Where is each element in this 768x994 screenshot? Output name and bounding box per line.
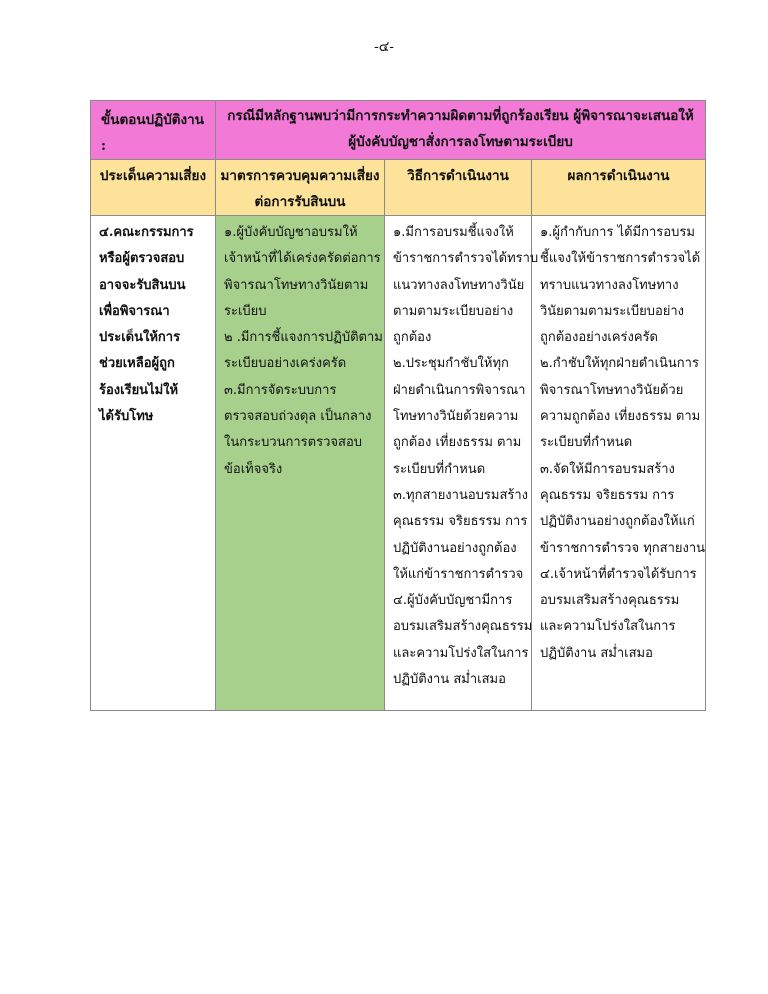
header-procedure: วิธีการดำเนินงาน	[385, 160, 532, 216]
cell-text-line: คุณธรรม จริยธรรม การ	[393, 514, 528, 530]
header-control-measures: มาตรการควบคุมความเสี่ยง ต่อการรับสินบน	[216, 160, 385, 216]
risk-issue-cell	[91, 216, 216, 711]
cell-text-line: ในกระบวนการตรวจสอบ	[224, 435, 362, 451]
cell-text-line: ร้องเรียนไม่ให้	[99, 382, 179, 398]
cell-text-line: ประเด็นให้การ	[99, 330, 181, 346]
procedure-cell	[385, 216, 539, 711]
cell-text-line: ปฏิบัติงานอย่างถูกต้อง	[393, 540, 517, 556]
header-results: ผลการดำเนินงาน	[532, 160, 706, 216]
cell-text-line: เจ้าหน้าที่ได้เคร่งครัดต่อการ	[224, 251, 381, 267]
cell-text-line: ๒.ประชุมกำชับให้ทุก	[393, 356, 509, 372]
cell-text-line: ปฏิบัติงาน สม่ำเสมอ	[393, 672, 506, 688]
cell-text-line: ได้รับโทษ	[99, 409, 154, 425]
cell-text-line: และความโปร่งใสในการ	[393, 645, 529, 661]
table-header-row	[91, 160, 706, 216]
step-title-line: กรณีมีหลักฐานพบว่ามีการกระทำความผิดตามที่ถูกร้องเรียน ผู้พิจารณาจะเสนอให้	[227, 108, 694, 124]
risk-control-table	[90, 100, 706, 711]
cell-text-line: ๒ .มีการชี้แจงการปฏิบัติตาม	[224, 330, 383, 346]
control-measures-cell	[216, 216, 385, 711]
cell-text-line: แนวทางลงโทษทางวินัย	[393, 277, 525, 293]
cell-text-line: ๓.จัดให้มีการอบรมสร้าง	[540, 461, 675, 477]
cell-text-line: ตรวจสอบถ่วงดุล เป็นกลาง	[224, 409, 372, 425]
step-title	[216, 101, 705, 155]
cell-text-line: ถูกต้อง เที่ยงธรรม ตาม	[393, 435, 522, 451]
cell-text-line: อบรมเสริมสร้างคุณธรรม	[393, 619, 533, 635]
cell-text-line: ๔.เจ้าหน้าที่ตำรวจได้รับการ	[540, 566, 697, 582]
cell-text-line: ระเบียบ	[224, 303, 267, 319]
cell-text-line: ๑.ผู้บังคับบัญชาอบรมให้	[224, 225, 358, 240]
header-risk-issue: ประเด็นความเสี่ยง	[91, 160, 216, 216]
cell-text-line: ชี้แจงให้ข้าราชการตำรวจได้	[540, 251, 701, 267]
cell-text-line: และความโปร่งใสในการ	[540, 619, 676, 635]
cell-text-line: คุณธรรม จริยธรรม การ	[540, 487, 675, 503]
step-title-line: ผู้บังคับบัญชาสั่งการลงโทษตามระเบียบ	[348, 134, 573, 150]
cell-text-line: ๒.กำชับให้ทุกฝ่ายดำเนินการ	[540, 356, 699, 372]
cell-text-line: ถูกต้องอย่างเคร่งครัด	[540, 330, 659, 346]
step-label: ขั้นตอนปฏิบัติงาน :	[101, 112, 204, 154]
cell-text-line: วินัยตามตามระเบียบอย่าง	[540, 303, 685, 319]
cell-text-line: ๓.ทุกสายงานอบรมสร้าง	[393, 487, 529, 503]
cell-text-line: ๔.ผู้บังคับบัญชามีการ	[393, 593, 513, 609]
cell-text-line: พิจารณาโทษทางวินัยด้วย	[540, 382, 684, 398]
cell-text-line: ความถูกต้อง เที่ยงธรรม ตาม	[540, 409, 701, 425]
cell-text-line: ๔.คณะกรรมการ	[99, 225, 194, 240]
table-row	[91, 216, 706, 711]
cell-text-line: ช่วยเหลือผู้ถูก	[99, 356, 175, 372]
table-title-row	[91, 101, 706, 160]
cell-text-line: ๑.มีการอบรมชี้แจงให้	[393, 225, 514, 240]
cell-text-line: ระเบียบที่กำหนด	[393, 461, 486, 477]
cell-text-line: ระเบียบอย่างเคร่งครัด	[224, 356, 347, 372]
cell-text-line: โทษทางวินัยด้วยความ	[393, 409, 519, 425]
cell-text-line: ฝ่ายดำเนินการพิจารณา	[393, 382, 526, 398]
cell-text-line: เพื่อพิจารณา	[99, 303, 170, 319]
cell-text-line: พิจารณาโทษทางวินัยตาม	[224, 277, 369, 293]
cell-text-line: ๑.ผู้กำกับการ ได้มีการอบรม	[540, 225, 695, 240]
results-cell	[532, 216, 706, 711]
step-title-cell	[216, 101, 706, 160]
cell-text-line: ๓.มีการจัดระบบการ	[224, 382, 337, 398]
cell-text-line: ข้อเท็จจริง	[224, 461, 283, 477]
cell-text-line: ปฏิบัติงานอย่างถูกต้องให้แก่	[540, 514, 695, 530]
cell-text-line: ตามตามระเบียบอย่าง	[393, 303, 514, 319]
cell-text-line: อาจจะรับสินบน	[99, 277, 186, 293]
cell-text-line: ระเบียบที่กำหนด	[540, 435, 633, 451]
page-number: -๔-	[373, 39, 395, 55]
cell-text-line: ข้าราชการตำรวจ ทุกสายงาน	[540, 540, 706, 556]
cell-text-line: ทราบแนวทางลงโทษทาง	[540, 277, 679, 293]
cell-text-line: หรือผู้ตรวจสอบ	[99, 251, 185, 267]
cell-text-line: ถูกต้อง	[393, 330, 432, 346]
cell-text-line: ให้แก่ข้าราชการตำรวจ	[393, 566, 524, 582]
cell-text-line: ปฏิบัติงาน สม่ำเสมอ	[540, 645, 653, 661]
cell-text-line: อบรมเสริมสร้างคุณธรรม	[540, 593, 680, 609]
step-label-cell	[91, 101, 216, 160]
cell-text-line: ข้าราชการตำรวจได้ทราบ	[393, 251, 539, 267]
